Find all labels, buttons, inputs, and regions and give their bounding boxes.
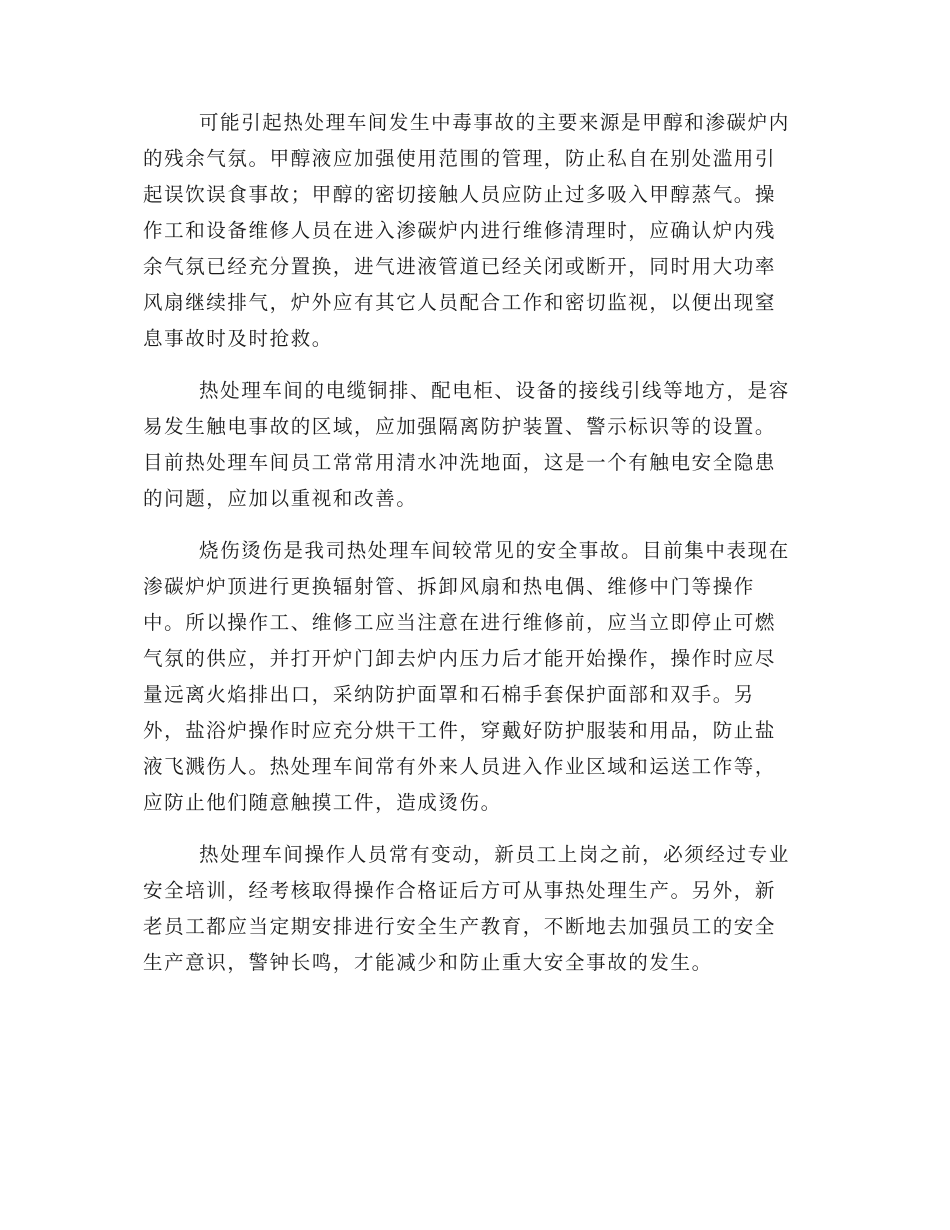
text-line: 热处理车间的电缆铜排、配电柜、设备的接线引线等地方，是容 bbox=[199, 379, 790, 402]
paragraph-poisoning bbox=[143, 105, 808, 357]
paragraph-training bbox=[143, 837, 808, 981]
text-line: 易发生触电事故的区域，应加强隔离防护装置、警示标识等的设置。 bbox=[143, 415, 777, 438]
document-body bbox=[143, 105, 808, 997]
text-line: 气氛的供应，并打开炉门卸去炉内压力后才能开始操作，操作时应尽 bbox=[143, 647, 777, 670]
text-line: 的问题，应加以重视和改善。 bbox=[143, 487, 418, 510]
text-line: 余气氛已经充分置换，进气进液管道已经关闭或断开，同时用大功率 bbox=[143, 255, 777, 278]
paragraph-burns bbox=[143, 533, 808, 821]
text-line: 外，盐浴炉操作时应充分烘干工件，穿戴好防护服装和用品，防止盐 bbox=[143, 719, 777, 742]
text-line: 烧伤烫伤是我司热处理车间较常见的安全事故。目前集中表现在 bbox=[199, 539, 790, 562]
text-line: 安全培训，经考核取得操作合格证后方可从事热处理生产。另外，新 bbox=[143, 879, 777, 902]
text-line: 息事故时及时抢救。 bbox=[143, 327, 333, 350]
text-line: 可能引起热处理车间发生中毒事故的主要来源是甲醇和渗碳炉内 bbox=[199, 111, 790, 134]
text-line: 液飞溅伤人。热处理车间常有外来人员进入作业区域和运送工作等， bbox=[143, 755, 777, 778]
text-line: 应防止他们随意触摸工件，造成烫伤。 bbox=[143, 791, 502, 814]
text-line: 渗碳炉炉顶进行更换辐射管、拆卸风扇和热电偶、维修中门等操作 bbox=[143, 575, 755, 598]
text-line: 中。所以操作工、维修工应当注意在进行维修前，应当立即停止可燃 bbox=[143, 611, 777, 634]
paragraph-electric-shock bbox=[143, 373, 808, 517]
text-line: 生产意识，警钟长鸣，才能减少和防止重大安全事故的发生。 bbox=[143, 951, 713, 974]
text-line: 热处理车间操作人员常有变动，新员工上岗之前，必须经过专业 bbox=[199, 843, 790, 866]
text-line: 目前热处理车间员工常常用清水冲洗地面，这是一个有触电安全隐患 bbox=[143, 451, 777, 474]
text-line: 的残余气氛。甲醇液应加强使用范围的管理，防止私自在别处滥用引 bbox=[143, 147, 777, 170]
text-line: 量远离火焰排出口，采纳防护面罩和石棉手套保护面部和双手。另 bbox=[143, 683, 755, 706]
text-line: 老员工都应当定期安排进行安全生产教育，不断地去加强员工的安全 bbox=[143, 915, 777, 938]
text-line: 作工和设备维修人员在进入渗碳炉内进行维修清理时，应确认炉内残 bbox=[143, 219, 777, 242]
text-line: 起误饮误食事故；甲醇的密切接触人员应防止过多吸入甲醇蒸气。操 bbox=[143, 183, 777, 206]
text-line: 风扇继续排气，炉外应有其它人员配合工作和密切监视，以便出现窒 bbox=[143, 291, 777, 314]
